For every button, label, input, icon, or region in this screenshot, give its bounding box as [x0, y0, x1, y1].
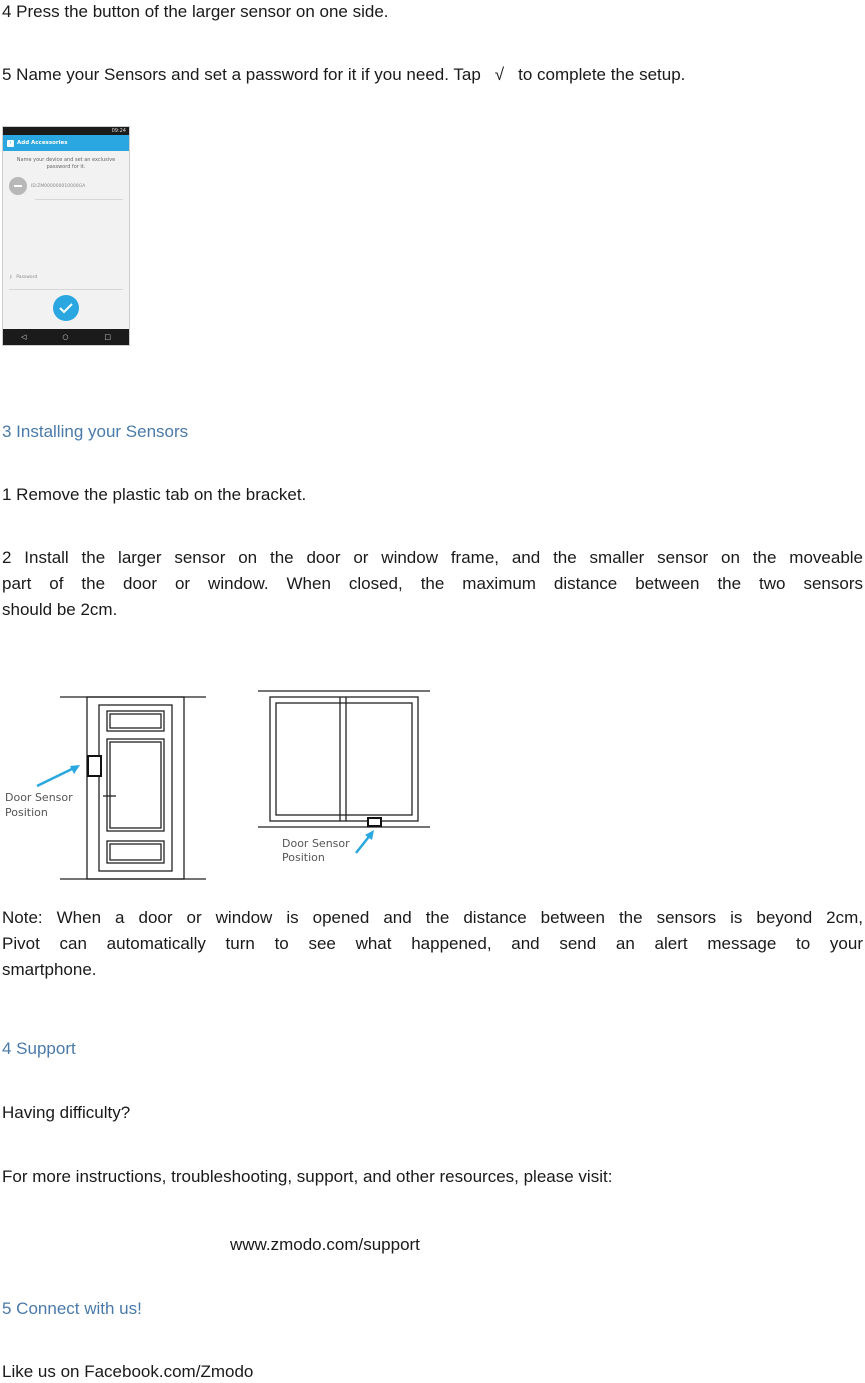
support-url-link[interactable]: www.zmodo.com/support	[230, 1235, 420, 1254]
nav-back-icon: ◁	[20, 333, 27, 341]
phone-nav-bar	[3, 329, 129, 345]
step-2-line: part of the door or window. When closed, the maximum distance between the two sensors	[2, 574, 863, 593]
section-4-heading: 4 Support	[2, 1039, 76, 1058]
phone-screenshot	[2, 126, 130, 346]
note-line: Note: When a door or window is opened and the distance between the sensors is beyond 2cm,	[2, 908, 863, 927]
phone-app-bar	[3, 135, 129, 151]
confirm-check-button	[53, 295, 79, 321]
facebook-text: Like us on Facebook.com/Zmodo	[2, 1362, 254, 1381]
door-sensor-icon	[88, 756, 101, 776]
phone-message: Name your device and set an exclusive password for it.	[16, 157, 116, 170]
phone-device-id: ID:ZM000000010000GA	[31, 183, 86, 189]
window-label-line-1: Door Sensor	[282, 837, 350, 850]
section-3-step-2	[2, 545, 863, 623]
phone-divider	[35, 199, 123, 200]
step-2-line: should be 2cm.	[2, 600, 118, 619]
key-icon: ⚷	[9, 275, 13, 280]
phone-status-time: 09:24	[111, 128, 126, 134]
support-question: Having difficulty?	[2, 1103, 131, 1122]
section-3-step-1: 1 Remove the plastic tab on the bracket.	[2, 485, 307, 504]
device-avatar-icon	[9, 177, 27, 195]
sensor-position-diagram	[0, 683, 455, 895]
window-sensor-icon	[368, 818, 381, 826]
phone-title: Add Accessories	[17, 140, 68, 146]
nav-recent-icon: □	[104, 333, 111, 341]
note-line: smartphone.	[2, 960, 97, 979]
phone-device-row	[9, 177, 85, 195]
check-icon	[53, 295, 79, 321]
section-5-heading: 5 Connect with us!	[2, 1299, 142, 1318]
step-5-before: 5 Name your Sensors and set a password for it if you need. Tap	[2, 65, 481, 84]
step-2-line: 2 Install the larger sensor on the door or window frame, and the smaller sensor on the moveable	[2, 548, 863, 567]
phone-password-placeholder: Password	[16, 275, 38, 280]
phone-status-bar	[3, 127, 129, 135]
window-label-line-2: Position	[282, 851, 325, 864]
back-icon: ‹	[7, 140, 14, 147]
nav-home-icon: ○	[62, 333, 69, 341]
checkmark-symbol: √	[494, 65, 505, 84]
step-5-after: to complete the setup.	[518, 65, 686, 84]
step-5-text	[2, 64, 685, 86]
phone-divider	[9, 289, 123, 290]
phone-password-field	[9, 275, 37, 280]
step-4-text: 4 Press the button of the larger sensor on one side.	[2, 2, 389, 21]
note-paragraph	[2, 905, 863, 983]
door-label-line-2: Position	[5, 806, 48, 819]
note-line: Pivot can automatically turn to see what happened, and send an alert message to your	[2, 934, 863, 953]
support-instructions: For more instructions, troubleshooting, support, and other resources, please visit:	[2, 1167, 613, 1186]
section-3-heading: 3 Installing your Sensors	[2, 422, 189, 441]
door-label-line-1: Door Sensor	[5, 791, 73, 804]
